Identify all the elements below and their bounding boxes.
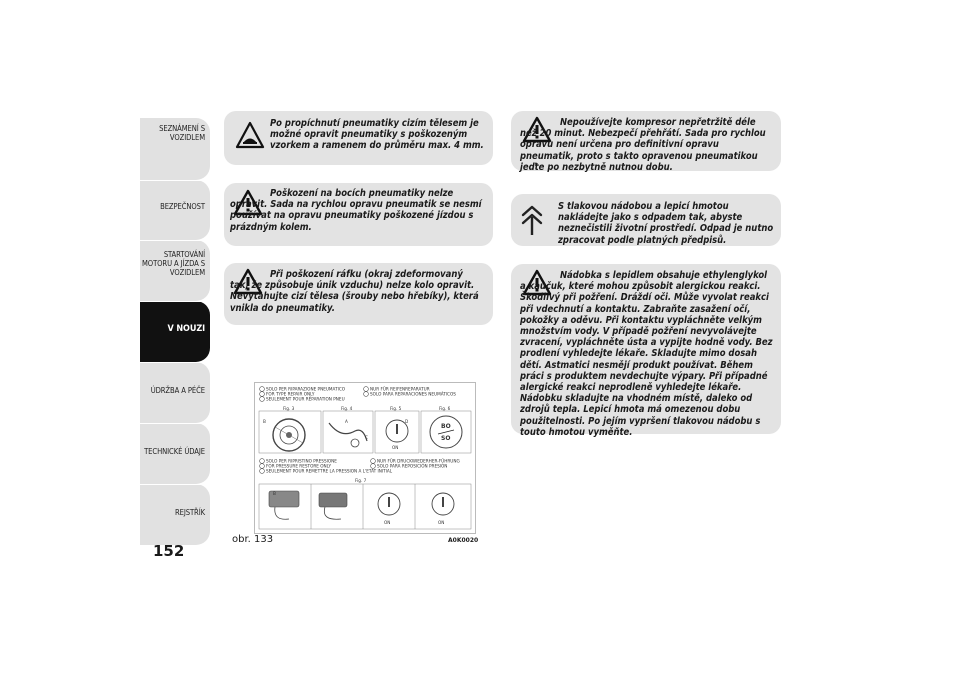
tab-label: ÚDRŽBA A PÉČE [150,386,205,395]
warning-text: Nádobka s lepidlem obsahuje ethylenglykol a kaučuk, které mohou způsobit alergickou reakci. Škodlivý při požření. Dráždí oči. Může vyvolat reakci při vdechnutí a kontaktu. Zabraňte zasažení očí, pokožky a oděvu. Při kontaktu vypláchněte velkým množstvím vody. V případě požření nevyvolávejte zvracení, vypláchněte ústa a vypijte hodně vody. Bez prodlení vyhledejte lékaře. Skladujte mimo dosah dětí. Astmatici nesmějí produkt používat. Během práci s produktem nevdechujte výpary. Při případné alergické reakci neprodleně vyhledejte lékaře. Nádobku skladujte na vhodném místě, daleko od zdrojů tepla. Lepicí hmota má omezenou dobu použitelnosti. Po jejím vypršení tlakovou nádobu s touto hmotou vyměňte. [520,270,773,438]
legend-text: SEULEMENT POUR REMETTRE LA PRESSION A L'ETAT INITIAL [266,468,393,474]
fig-label: Fig. 7 [355,478,367,483]
legend-text: FOR PRESSURE RESTORE ONLY [266,463,332,469]
legend-text: FOR TYPE REPAIR ONLY [266,391,315,397]
warning-box-environment [511,194,781,246]
warning-text: Při poškození ráfku (okraj zdeformovaný tak, že způsobuje únik vzduchu) nelze kolo opravit. Nevytahujte cizí tělesa (šrouby nebo hřebíky), která vnikla do pneumatiky. [230,269,479,314]
hose-illustration [329,419,368,447]
switch-illustration [386,419,408,450]
legend-text: SOLO PARA REPOSICIÓN PRESIÓN [377,463,448,469]
legend-text: SEULEMENT POUR RÉPARATION PNEU [266,396,345,402]
tab-label: BEZPEČNOST [160,202,205,211]
tire-illustration [263,419,305,451]
legend-text: SOLO PER RIPRISTINO PRESSIONE [266,458,337,464]
legend-text: SOLO PER RIPARAZIONE PNEUMATICO [266,386,346,392]
part-letter: D [405,419,409,424]
tab-udrzba[interactable] [140,362,210,423]
switch-label: ON [438,520,445,525]
environment-recycle-icon [521,203,543,237]
warning-box-tire-puncture [224,111,493,165]
gauge-value: BO [441,423,451,430]
fig-label: Fig. 4 [341,406,353,411]
warning-text: S tlakovou nádobou a lepicí hmotou nakládejte jako s odpadem tak, abyste neznečistili životní prostředí. Odpad je nutno zpracovat podle platných předpisů. [558,201,774,246]
part-letter: C [365,435,368,440]
legend-text: NUR FÜR REIFENREPARATUR [370,386,430,392]
legend-bottom-left [260,459,393,474]
switch-illustration [432,493,454,525]
tab-technicke-udaje[interactable] [140,423,210,484]
tire-warning-icon [235,121,265,149]
repair-kit-figure [254,382,476,534]
page-number: 152 [153,542,185,560]
legend-text: NUR FÜR DRUCKWIEDERHER-FÜHRUNG [377,458,460,464]
fig-label: Fig. 3 [283,406,295,411]
legend-bottom-right [371,459,460,469]
warning-text: Nepoužívejte kompresor nepřetržitě déle než 20 minut. Nebezpečí přehřátí. Sada pro rychlou opravu není určena pro definitivní opravu pneumatik, proto s takto opravenou pneumatikou jeďte po nezbytně nutnou dobu. [520,117,766,173]
warning-box-compressor [511,111,781,171]
warning-text: Poškození na bocích pneumatiky nelze opravit. Sada na rychlou opravu pneumatik se nesmí používat na opravu pneumatiky poškozené jízdou s prázdným kolem. [230,188,482,233]
figure-code: A0K0020 [448,537,479,544]
warning-box-rim-damage [224,263,493,325]
compressor-illustration [319,493,347,519]
tab-label: STARTOVÁNÍ MOTORU A JÍZDA S VOZIDLEM [142,250,205,277]
switch-label: ON [392,445,399,450]
tab-rejstrik[interactable] [140,484,210,545]
figure-caption: obr. 133 [232,534,274,545]
gauge-value: SO [441,435,451,442]
legend-top-left [260,387,346,402]
fig-label: Fig. 5 [390,406,402,411]
fig-label: Fig. 6 [439,406,451,411]
switch-illustration [378,493,400,525]
tab-label: TECHNICKÉ ÚDAJE [144,447,205,456]
legend-top-right [364,387,457,397]
repair-kit-illustration [255,383,475,533]
tab-label: REJSTŘÍK [174,508,205,517]
part-letter: A [345,419,348,424]
tab-v-nouzi[interactable] [140,301,210,362]
tab-bezpecnost[interactable] [140,180,210,240]
tab-startovani[interactable] [140,240,210,301]
gauge-illustration [430,416,462,448]
tab-label: V NOUZI [167,324,205,334]
warning-text: Po propíchnutí pneumatiky cizím tělesem je možné opravit pneumatiky s poškozeným vzorkem a ramenem do průměru max. 4 mm. [270,118,484,152]
part-letter: B [273,491,276,496]
switch-label: ON [384,520,391,525]
tab-seznameni[interactable] [140,118,210,180]
legend-text: SOLO PARA REPARACIONES NEUMÁTICOS [370,391,456,397]
tab-label: SEZNÁMENÍ S VOZIDLEM [159,124,205,142]
warning-box-tire-sidewall [224,183,493,246]
warning-box-chemical [511,264,781,438]
part-letter: B [263,419,266,424]
